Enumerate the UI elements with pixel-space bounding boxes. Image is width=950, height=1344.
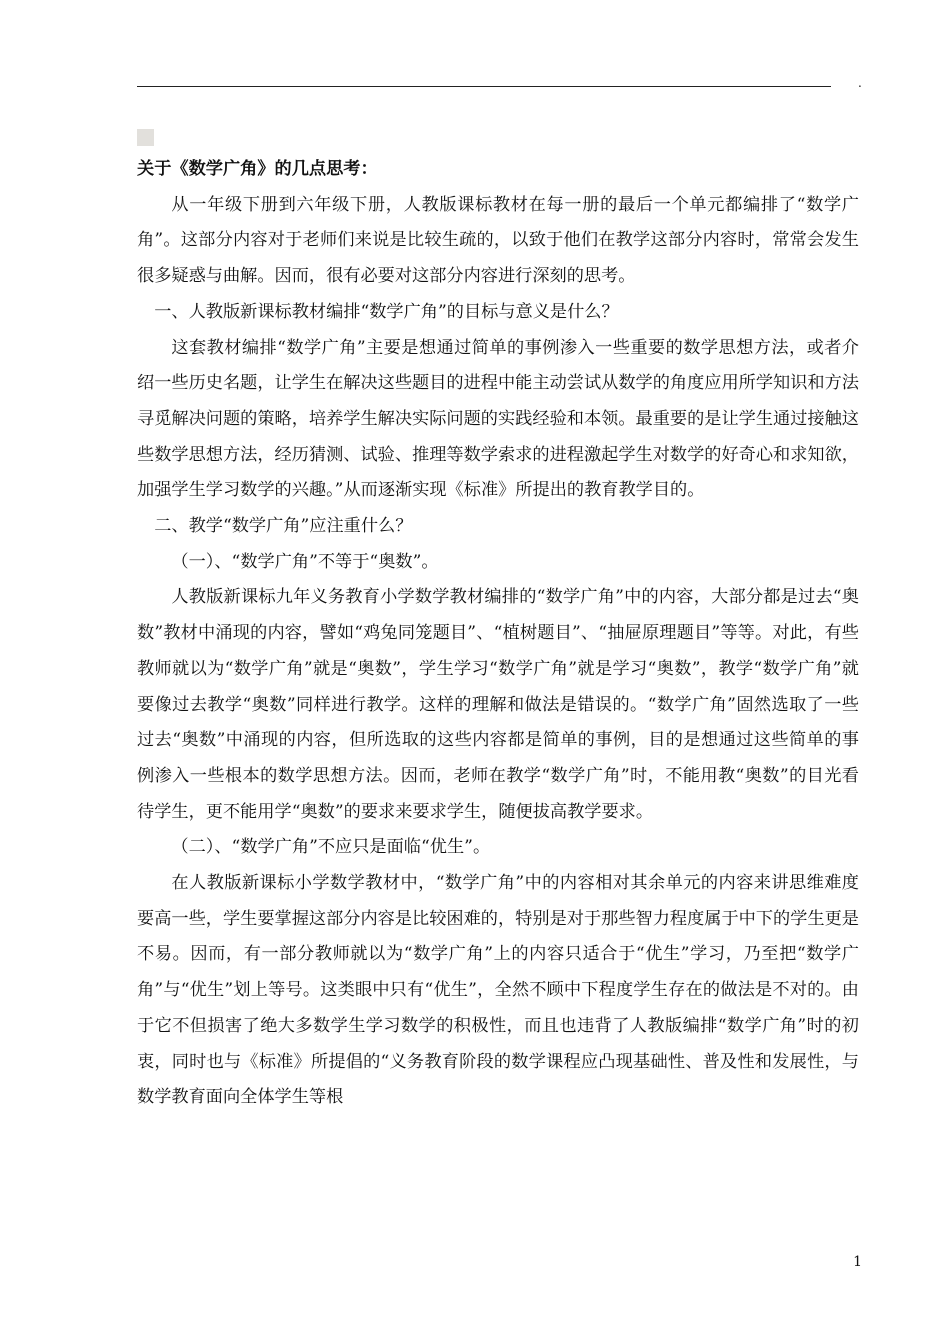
document-body xyxy=(137,152,859,1116)
section-heading-2: 二、教学“数学广角”应注重什么？ xyxy=(154,516,413,537)
section-marker-icon xyxy=(137,129,154,146)
page-number: 1 xyxy=(853,1254,862,1270)
section-heading-1: 一、人教版新课标教材编排“数学广角”的目标与意义是什么？ xyxy=(154,301,619,322)
header-rule xyxy=(137,86,831,87)
subsection-heading-1: （一）、“数学广角”不等于“奥数”。 xyxy=(171,551,439,572)
subsection-heading-2: （二）、“数学广角”不应只是面临“优生”。 xyxy=(171,837,491,858)
header-dot: . xyxy=(858,76,862,90)
document-title: 关于《数学广角》的几点思考： xyxy=(137,159,378,179)
paragraph-goal: 这套教材编排“数学广角”主要是想通过简单的事例渗入一些重要的数学思想方法，或者介绍一些历史名题，让学生在解决这些题目的进程中能主动尝试从数学的角度应用所学知识和方法寻觅解决问题的策略，培养学生解决实际问题的实践经验和本领。最重要的是让学生通过接触这些数学思想方法，经历猜测、试验、推理等数学索求的进程激起学生对数学的好奇心和求知欲，加强学生学习数学的兴趣。”从而逐渐实现《标准》所提出的教育教学目的。 xyxy=(137,337,859,501)
paragraph-not-olympiad: 人教版新课标九年义务教育小学数学教材编排的“数学广角”中的内容，大部分都是过去“奥数”教材中涌现的内容，譬如“鸡兔同笼题目”、“植树题目”、“抽屉原理题目”等等。对此，有些教师就以为“数学广角”就是“奥数”，学生学习“数学广角”就是学习“奥数”，教学“数学广角”就要像过去教学“奥数”同样进行教学。这样的理解和做法是错误的。“数学广角”固然选取了一些过去“奥数”中涌现的内容，但所选取的这些内容都是简单的事例，目的是想通过这些简单的事例渗入一些根本的数学思想方法。因而，老师在教学“数学广角”时，不能用教“奥数”的目光看待学生，更不能用学“奥数”的要求来要求学生，随便拔高教学要求。 xyxy=(137,587,859,822)
paragraph-intro: 从一年级下册到六年级下册，人教版课标教材在每一册的最后一个单元都编排了“数学广角”。这部分内容对于老师们来说是比较生疏的，以致于他们在教学这部分内容时，常常会发生很多疑惑与曲解。因而，很有必要对这部分内容进行深刻的思考。 xyxy=(137,194,859,287)
paragraph-all-students: 在人教版新课标小学数学教材中，“数学广角”中的内容相对其余单元的内容来讲思维难度要高一些，学生要掌握这部分内容是比较困难的，特别是对于那些智力程度属于中下的学生更是不易。因而，有一部分教师就以为“数学广角”上的内容只适合于“优生”学习，乃至把“数学广角”与“优生”划上等号。这类眼中只有“优生”，全然不顾中下程度学生存在的做法是不对的。由于它不但损害了绝大多数学生学习数学的积极性，而且也违背了人教版编排“数学广角”时的初衷，同时也与《标准》所提倡的“义务教育阶段的数学课程应凸现基础性、普及性和发展性，与数学教育面向全体学生等根 xyxy=(137,873,859,1108)
